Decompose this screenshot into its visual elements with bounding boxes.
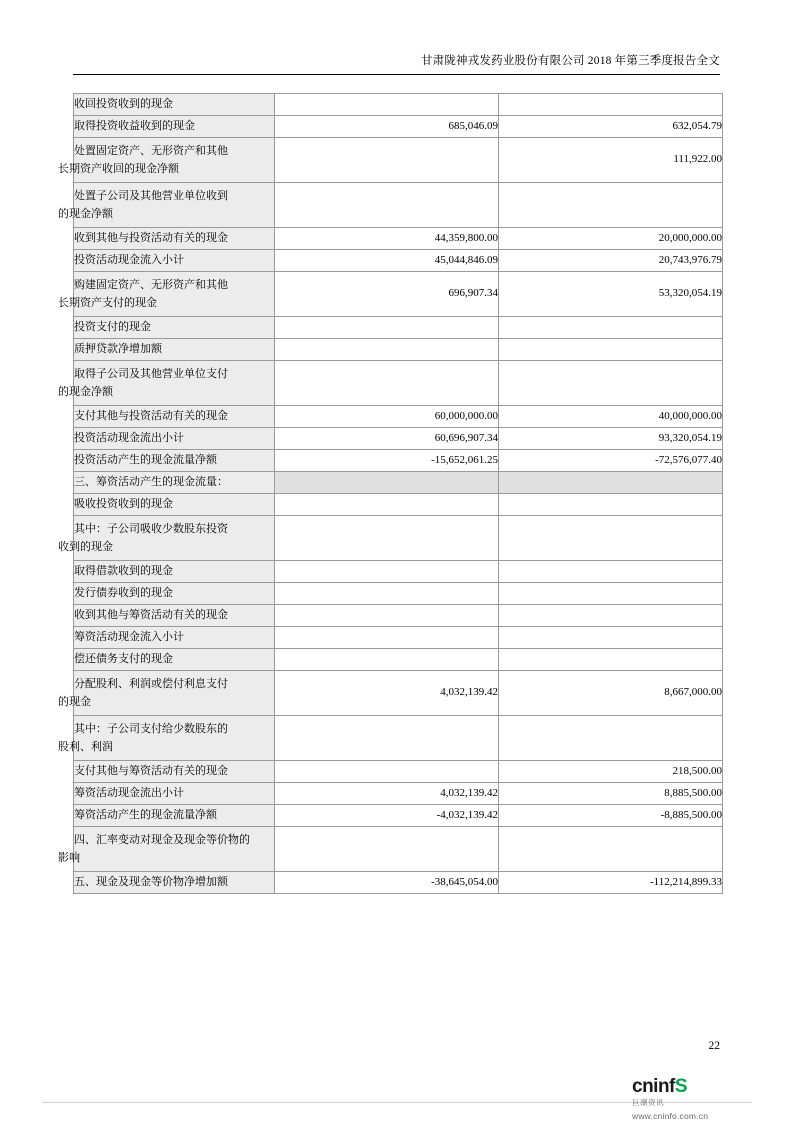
row-label-line1: 四、汇率变动对现金及现金等价物的 — [74, 833, 250, 846]
row-value-prior: -112,214,899.33 — [499, 872, 723, 894]
row-label-line2: 长期资产支付的现金 — [58, 297, 157, 309]
row-label — [74, 228, 275, 250]
row-label — [74, 561, 275, 583]
row-value-prior — [499, 94, 723, 116]
row-value-prior — [499, 494, 723, 516]
row-value-current — [275, 827, 499, 872]
row-value-current — [275, 494, 499, 516]
row-value-current — [275, 183, 499, 228]
table-row — [74, 250, 723, 272]
row-value-current — [275, 317, 499, 339]
row-label-text: 投资活动现金流入小计 — [74, 253, 184, 266]
table-row — [74, 272, 723, 317]
row-value-prior: 8,885,500.00 — [499, 783, 723, 805]
row-label-text: 收到其他与投资活动有关的现金 — [74, 231, 228, 244]
row-label-text: 收回投资收到的现金 — [74, 97, 173, 110]
table-row — [74, 805, 723, 827]
table-row — [74, 671, 723, 716]
row-value-current: -38,645,054.00 — [275, 872, 499, 894]
table-row — [74, 339, 723, 361]
row-label-text — [58, 520, 274, 556]
row-value-prior: 40,000,000.00 — [499, 406, 723, 428]
row-label-line2: 收到的现金 — [58, 541, 113, 553]
row-value-current — [275, 361, 499, 406]
table-row — [74, 94, 723, 116]
row-label-text: 五、现金及现金等价物净增加额 — [74, 875, 228, 888]
row-label-line2: 的现金净额 — [58, 386, 113, 398]
table-row — [74, 428, 723, 450]
row-value-prior — [499, 472, 723, 494]
row-label — [74, 805, 275, 827]
row-value-current — [275, 339, 499, 361]
row-label-text: 筹资活动现金流出小计 — [74, 786, 184, 799]
table-row — [74, 627, 723, 649]
row-label-text: 收到其他与筹资活动有关的现金 — [74, 608, 228, 621]
table-row — [74, 228, 723, 250]
row-value-prior — [499, 361, 723, 406]
row-label-text — [58, 675, 274, 711]
row-value-prior: 632,054.79 — [499, 116, 723, 138]
row-value-prior: -72,576,077.40 — [499, 450, 723, 472]
row-label-line1: 取得子公司及其他营业单位支付 — [74, 367, 228, 380]
row-value-prior: 111,922.00 — [499, 138, 723, 183]
row-label-text — [58, 142, 274, 178]
table-row — [74, 872, 723, 894]
table-row — [74, 116, 723, 138]
row-label — [74, 94, 275, 116]
row-value-prior — [499, 716, 723, 761]
row-label-line2: 长期资产收回的现金净额 — [58, 163, 179, 175]
row-label — [58, 361, 275, 406]
row-label-line2: 股利、利润 — [58, 741, 113, 753]
table-row — [74, 716, 723, 761]
row-label-text: 质押贷款净增加额 — [74, 342, 162, 355]
row-value-prior: 53,320,054.19 — [499, 272, 723, 317]
row-value-prior: 20,743,976.79 — [499, 250, 723, 272]
row-label — [74, 428, 275, 450]
row-value-current: 44,359,800.00 — [275, 228, 499, 250]
row-label-line2: 的现金净额 — [58, 208, 113, 220]
row-value-prior — [499, 183, 723, 228]
row-value-current: 696,907.34 — [275, 272, 499, 317]
row-label — [74, 627, 275, 649]
logo-wordmark — [632, 1077, 752, 1096]
row-label — [74, 605, 275, 627]
cash-flow-table — [58, 93, 723, 894]
row-label-text: 筹资活动产生的现金流量净额 — [74, 808, 217, 821]
row-label-text: 投资活动产生的现金流量净额 — [74, 453, 217, 466]
table-row — [74, 583, 723, 605]
row-label-text: 取得借款收到的现金 — [74, 564, 173, 577]
row-label — [58, 272, 275, 317]
row-value-prior — [499, 561, 723, 583]
row-label-text: 支付其他与筹资活动有关的现金 — [74, 764, 228, 777]
row-value-prior — [499, 605, 723, 627]
row-label — [58, 716, 275, 761]
row-label — [74, 472, 275, 494]
row-value-prior: 93,320,054.19 — [499, 428, 723, 450]
logo-subtitle: 巨潮资讯 — [632, 1098, 664, 1107]
row-value-current: 685,046.09 — [275, 116, 499, 138]
row-value-prior — [499, 583, 723, 605]
row-label-text — [58, 365, 274, 401]
row-label — [74, 494, 275, 516]
row-label-text — [58, 276, 274, 312]
row-label-text — [58, 187, 274, 223]
row-label-line1: 分配股利、利润或偿付利息支付 — [74, 677, 228, 690]
row-value-current — [275, 561, 499, 583]
row-label — [74, 250, 275, 272]
row-label — [74, 450, 275, 472]
row-value-current — [275, 472, 499, 494]
row-label-text: 投资支付的现金 — [74, 320, 151, 333]
row-label — [58, 138, 275, 183]
row-label-text: 支付其他与投资活动有关的现金 — [74, 409, 228, 422]
table-row — [74, 561, 723, 583]
logo-url: www.cninfo.com.cn — [632, 1111, 709, 1121]
row-value-prior — [499, 827, 723, 872]
row-label — [74, 783, 275, 805]
row-label — [74, 116, 275, 138]
table-row — [74, 450, 723, 472]
row-value-prior: 218,500.00 — [499, 761, 723, 783]
row-value-current: 60,696,907.34 — [275, 428, 499, 450]
row-label — [74, 339, 275, 361]
row-label — [58, 671, 275, 716]
row-value-current — [275, 761, 499, 783]
row-label-text — [58, 720, 274, 756]
row-label — [74, 406, 275, 428]
row-label-line1: 购建固定资产、无形资产和其他 — [74, 278, 228, 291]
row-label-text: 筹资活动现金流入小计 — [74, 630, 184, 643]
row-value-prior — [499, 516, 723, 561]
row-value-prior — [499, 339, 723, 361]
row-label-line1: 处置固定资产、无形资产和其他 — [74, 144, 228, 157]
row-value-current: 4,032,139.42 — [275, 671, 499, 716]
table-row — [74, 783, 723, 805]
row-value-prior: -8,885,500.00 — [499, 805, 723, 827]
row-label-text — [58, 831, 274, 867]
table-row — [74, 605, 723, 627]
table-row — [74, 516, 723, 561]
row-value-current — [275, 716, 499, 761]
cninfo-logo — [632, 1077, 752, 1121]
row-label — [74, 872, 275, 894]
table-row — [74, 472, 723, 494]
row-label-text: 发行债券收到的现金 — [74, 586, 173, 599]
row-label-line1: 处置子公司及其他营业单位收到 — [74, 189, 228, 202]
row-label — [58, 183, 275, 228]
table-row — [74, 138, 723, 183]
table-row — [74, 827, 723, 872]
row-label-text: 投资活动现金流出小计 — [74, 431, 184, 444]
row-label-text: 三、筹资活动产生的现金流量： — [74, 475, 228, 488]
table-row — [74, 406, 723, 428]
row-label — [74, 583, 275, 605]
row-value-prior: 8,667,000.00 — [499, 671, 723, 716]
row-value-current: 4,032,139.42 — [275, 783, 499, 805]
row-label-line2: 的现金 — [58, 696, 91, 708]
row-label — [74, 649, 275, 671]
row-value-current — [275, 516, 499, 561]
row-value-current: -4,032,139.42 — [275, 805, 499, 827]
logo-text: cninf — [632, 1076, 675, 1097]
row-label-line1: 其中：子公司支付给少数股东的 — [74, 722, 228, 735]
row-label-text: 取得投资收益收到的现金 — [74, 119, 195, 132]
table-row — [74, 649, 723, 671]
row-value-prior — [499, 627, 723, 649]
header-divider — [73, 74, 720, 75]
row-value-current — [275, 605, 499, 627]
cash-flow-table-body — [58, 94, 723, 894]
row-label-line2: 影响 — [58, 852, 80, 864]
logo-mark-icon: S — [674, 1076, 688, 1097]
row-label — [74, 317, 275, 339]
row-value-current — [275, 627, 499, 649]
row-value-prior — [499, 317, 723, 339]
row-label — [74, 761, 275, 783]
row-label-text: 吸收投资收到的现金 — [74, 497, 173, 510]
row-label-line1: 其中：子公司吸收少数股东投资 — [74, 522, 228, 535]
row-value-current — [275, 649, 499, 671]
row-value-prior: 20,000,000.00 — [499, 228, 723, 250]
row-value-current: -15,652,061.25 — [275, 450, 499, 472]
row-label — [58, 827, 275, 872]
row-value-current: 45,044,846.09 — [275, 250, 499, 272]
row-value-current — [275, 138, 499, 183]
row-value-current — [275, 583, 499, 605]
table-row — [74, 761, 723, 783]
table-row — [74, 494, 723, 516]
page-number: 22 — [708, 1040, 720, 1052]
table-row — [74, 183, 723, 228]
table-row — [74, 317, 723, 339]
row-value-current: 60,000,000.00 — [275, 406, 499, 428]
page-header: 甘肃陇神戎发药业股份有限公司 2018 年第三季度报告全文 — [420, 55, 720, 67]
row-value-current — [275, 94, 499, 116]
row-label-text: 偿还债务支付的现金 — [74, 652, 173, 665]
table-row — [74, 361, 723, 406]
row-label — [58, 516, 275, 561]
row-value-prior — [499, 649, 723, 671]
